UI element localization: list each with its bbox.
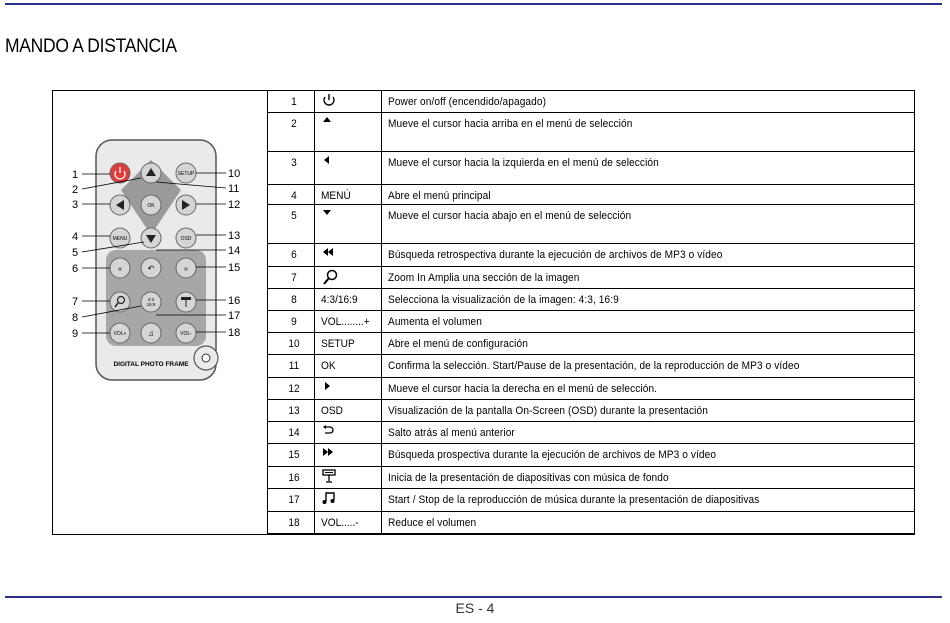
button-number: 2 [268,113,315,152]
button-description: Inicia de la presentación de diapositivas con música de fondo [382,467,915,489]
button-number: 1 [268,91,315,113]
svg-text:↶: ↶ [147,264,155,273]
return-icon [315,422,382,444]
button-description: Start / Stop de la reproducción de música durante la presentación de diapositivas [382,489,915,512]
music-note-icon [315,489,382,512]
svg-text:«: « [118,266,122,273]
table-row [268,489,915,512]
callout-9: 9 [72,328,79,340]
button-number: 6 [268,244,315,267]
callout-18: 18 [228,327,241,339]
zoom-icon [315,267,382,289]
button-number: 12 [268,378,315,400]
table-row [268,152,915,185]
remote-menu-label: MENU [112,236,128,242]
slideshow-icon [315,467,382,489]
button-number: 18 [268,512,315,534]
callout-13: 13 [228,230,241,242]
remote-setup-label: SETUP [177,171,195,177]
table-row [268,205,915,244]
svg-text:»: » [184,266,188,273]
arrow-left-icon [315,152,382,185]
button-number: 14 [268,422,315,444]
button-description: Selecciona la visualización de la imagen: 4:3, 16:9 [382,289,915,311]
table-row [268,355,915,378]
top-rule [5,3,942,5]
remote-ok-label: OK [147,203,155,209]
button-label: SETUP [315,333,382,355]
button-number: 17 [268,489,315,512]
rewind-icon [315,244,382,267]
table-row [268,113,915,152]
callout-16: 16 [228,295,241,307]
button-description: Visualización de la pantalla On-Screen (OSD) durante la presentación [382,400,915,422]
button-number: 3 [268,152,315,185]
table-row [268,400,915,422]
button-description: Búsqueda prospectiva durante la ejecución de archivos de MP3 o vídeo [382,444,915,467]
button-number: 11 [268,355,315,378]
callout-4: 4 [72,231,79,243]
table-row [268,289,915,311]
arrow-down-icon [315,205,382,244]
button-description: Aumenta el volumen [382,311,915,333]
callout-11: 11 [228,183,240,195]
button-description: Búsqueda retrospectiva durante la ejecución de archivos de MP3 o vídeo [382,244,915,267]
callout-14: 14 [228,245,241,257]
button-description: Mueve el cursor hacia la izquierda en el menú de selección [382,152,915,185]
svg-text:16:9: 16:9 [146,302,156,307]
button-description: Mueve el cursor hacia arriba en el menú de selección [382,113,915,152]
svg-text:4:3: 4:3 [147,297,155,302]
arrow-up-icon [315,113,382,152]
button-label: VOL........+ [315,311,382,333]
button-description: Confirma la selección. Start/Pause de la presentación, de la reproducción de MP3 o vídeo [382,355,915,378]
button-number: 4 [268,185,315,205]
remote-osd-label: OSD [180,236,192,242]
callout-17: 17 [228,310,241,322]
table-row [268,91,915,113]
button-label: OK [315,355,382,378]
button-description: Abre el menú principal [382,185,915,205]
button-number: 10 [268,333,315,355]
bottom-rule [5,596,942,598]
svg-text:♫: ♫ [148,329,154,338]
callout-5: 5 [72,247,79,259]
button-description: Reduce el volumen [382,512,915,534]
table-row [268,244,915,267]
arrow-right-icon [315,378,382,400]
power-icon [315,91,382,113]
button-label: MENÚ [315,185,382,205]
callout-3: 3 [72,199,79,211]
power-button [110,163,130,183]
remote-vol-plus-label: VOL+ [113,331,127,337]
table-row [268,444,915,467]
callout-12: 12 [228,199,241,211]
callout-10: 10 [228,168,241,180]
button-number: 13 [268,400,315,422]
button-description: Zoom In Amplia una sección de la imagen [382,267,915,289]
page-number: ES - 4 [455,600,495,616]
table-row [268,378,915,400]
button-description: Abre el menú de configuración [382,333,915,355]
callout-8: 8 [72,312,79,324]
callout-1: 1 [72,169,79,181]
button-number: 7 [268,267,315,289]
table-row [268,467,915,489]
button-description: Mueve el cursor hacia abajo en el menú de selección [382,205,915,244]
callout-15: 15 [228,262,241,274]
callout-6: 6 [72,263,79,275]
table-row [268,422,915,444]
button-function-table [267,90,915,534]
table-row [268,185,915,205]
table-row [268,267,915,289]
fast-forward-icon [315,444,382,467]
button-number: 5 [268,205,315,244]
table-row [268,333,915,355]
button-label: OSD [315,400,382,422]
callout-7: 7 [72,296,79,308]
button-description: Power on/off (encendido/apagado) [382,91,915,113]
button-description: Salto atrás al menú anterior [382,422,915,444]
button-number: 16 [268,467,315,489]
button-label: VOL.....- [315,512,382,534]
callout-2: 2 [72,184,79,196]
table-row [268,311,915,333]
page-title: MANDO A DISTANCIA [5,36,177,57]
button-description: Mueve el cursor hacia la derecha en el menú de selección. [382,378,915,400]
remote-brand-label: DIGITAL PHOTO FRAME [113,361,189,368]
button-number: 15 [268,444,315,467]
button-number: 9 [268,311,315,333]
remote-vol-minus-label: VOL- [180,331,192,337]
button-number: 8 [268,289,315,311]
button-label: 4:3/16:9 [315,289,382,311]
remote-illustration [56,130,266,390]
table-row [268,512,915,534]
